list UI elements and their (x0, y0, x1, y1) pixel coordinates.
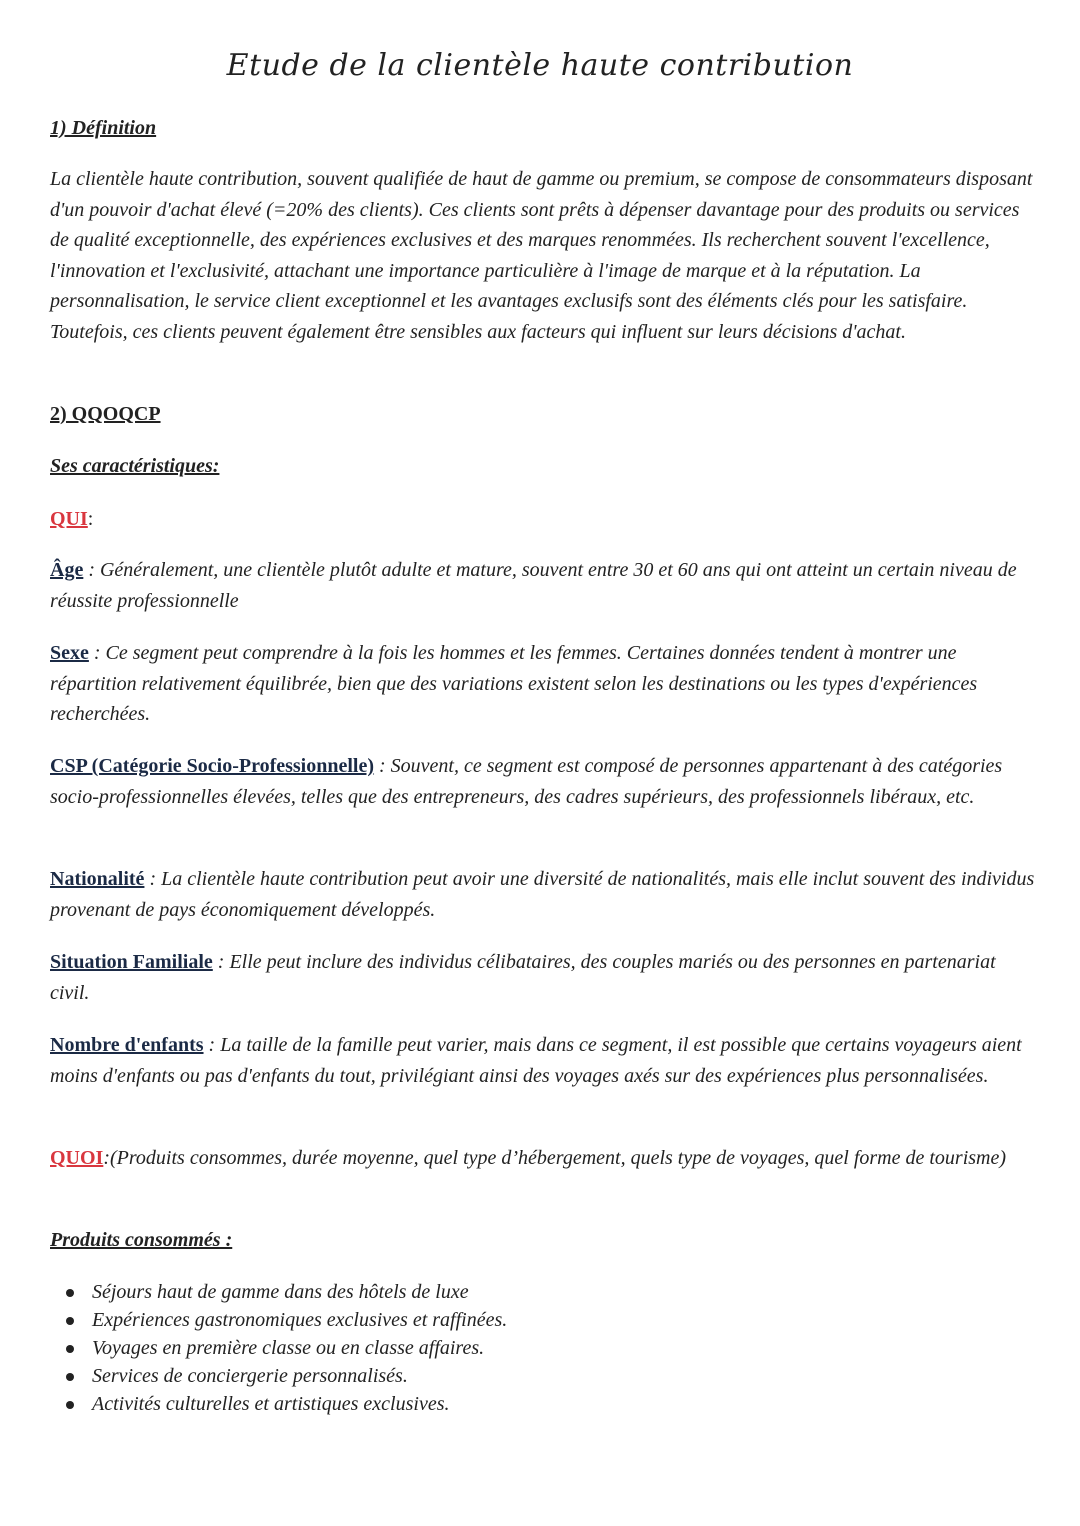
item-sexe (50, 638, 1035, 730)
products-heading-text: Produits consommés : (50, 1229, 233, 1251)
section-heading-definition (50, 113, 1035, 144)
item-text: : Généralement, une clientèle plutôt adulte et mature, souvent entre 30 et 60 ans qui ont atteint un certain niveau de réussite professionnelle (50, 559, 1017, 612)
item-label: Sexe (50, 642, 89, 664)
item-label: Nationalité (50, 868, 145, 890)
quoi-label: QUOI (50, 1147, 104, 1169)
item-age (50, 555, 1035, 616)
list-item: Voyages en première classe ou en classe affaires. (92, 1334, 1035, 1362)
item-label: Âge (50, 559, 84, 581)
products-heading (50, 1225, 1035, 1256)
quoi-heading (50, 1143, 1035, 1174)
subheading-caracteristiques (50, 451, 1035, 482)
list-item: Expériences gastronomiques exclusives et raffinées. (92, 1306, 1035, 1334)
section-heading-qqoqcp (50, 399, 1035, 430)
item-text: : Ce segment peut comprendre à la fois les hommes et les femmes. Certaines données tendent à montrer une répartition relativement équilibrée, bien que des variations existent selon les destinations ou les types d'expériences recherchées. (50, 642, 978, 725)
item-label: CSP (Catégorie Socio-Professionnelle) (50, 755, 375, 777)
item-csp (50, 751, 1035, 812)
definition-paragraph: La clientèle haute contribution, souvent qualifiée de haut de gamme ou premium, se compose de consommateurs disposant d'un pouvoir d'achat élevé (=20% des clients). Ces clients sont prêts à dépenser davantage pour des produits ou services de qualité exceptionnelle, des expériences exclusives et des marques renommées. Ils recherchent souvent l'excellence, l'innovation et l'exclusivité, attachant une importance particulière à l'image de marque et à la réputation. La personnalisation, le service client exceptionnel et les avantages exclusifs sont des éléments clés pour les satisfaire. Toutefois, ces clients peuvent également être sensibles aux facteurs qui influent sur leurs décisions d'achat. (50, 168, 1033, 343)
item-text: : Elle peut inclure des individus célibataires, des couples mariés ou des personnes en partenariat civil. (50, 951, 996, 1004)
products-list (50, 1278, 1035, 1418)
list-item: Séjours haut de gamme dans des hôtels de luxe (92, 1278, 1035, 1306)
heading-text: 2) QQOQCP (50, 403, 161, 425)
item-nombre-enfants (50, 1030, 1035, 1091)
list-item: Services de conciergerie personnalisés. (92, 1362, 1035, 1390)
item-text: : Souvent, ce segment est composé de personnes appartenant à des catégories socio-professionnelles élevées, telles que des entrepreneurs, des cadres supérieurs, des professionnels libéraux, etc. (50, 755, 1003, 808)
item-label: Nombre d'enfants (50, 1034, 204, 1056)
document-title: Etude de la clientèle haute contribution (226, 48, 854, 83)
list-item: Activités culturelles et artistiques exclusives. (92, 1390, 1035, 1418)
heading-text: 1) Définition (50, 117, 157, 139)
item-text: : La taille de la famille peut varier, mais dans ce segment, il est possible que certains voyageurs aient moins d'enfants ou pas d'enfants du tout, privilégiant ainsi des voyages axés sur des expériences plus personnalisées. (50, 1034, 1022, 1087)
item-nationalite (50, 864, 1035, 925)
item-label: Situation Familiale (50, 951, 213, 973)
quoi-text: :(Produits consommes, durée moyenne, quel type d’hébergement, quels type de voyages, quel forme de tourisme) (103, 1147, 1007, 1169)
qui-label: QUI (50, 508, 88, 530)
qui-heading (50, 504, 1035, 535)
item-text: : La clientèle haute contribution peut avoir une diversité de nationalités, mais elle inclut souvent des individus provenant de pays économiquement développés. (50, 868, 1035, 921)
subheading-text: Ses caractéristiques: (50, 455, 220, 477)
qui-colon: : (87, 508, 94, 530)
item-situation-familiale (50, 947, 1035, 1008)
